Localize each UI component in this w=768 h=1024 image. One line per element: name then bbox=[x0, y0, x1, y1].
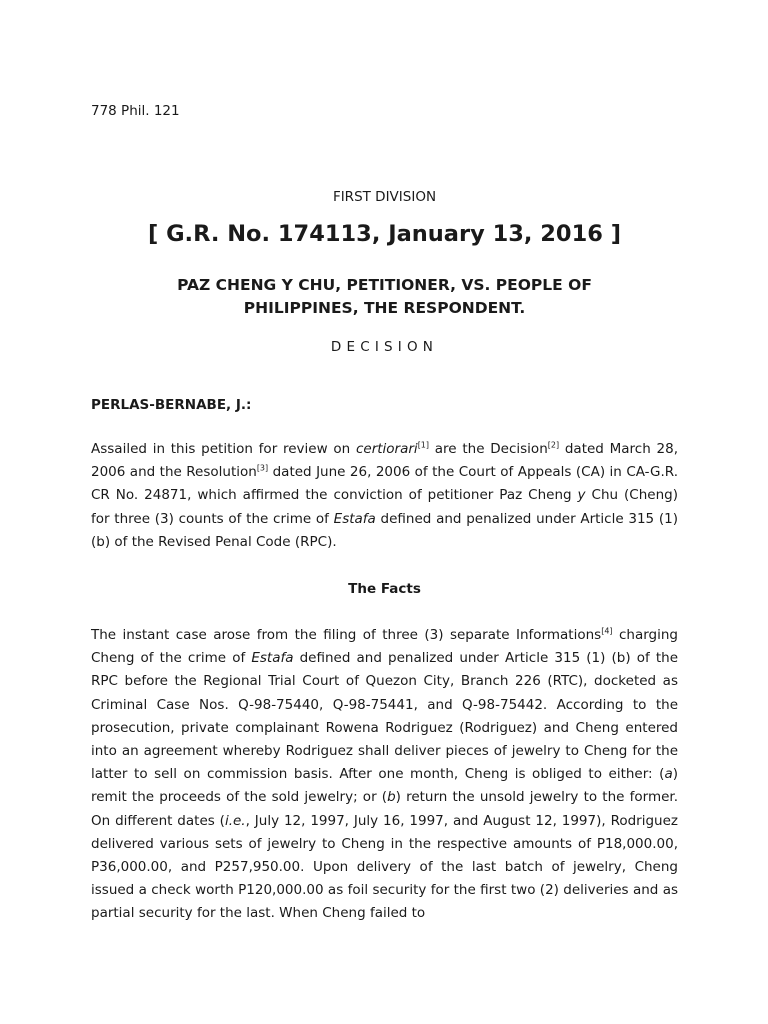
footnote-link-4[interactable]: [4] bbox=[601, 626, 613, 636]
division-label: FIRST DIVISION bbox=[332, 189, 437, 205]
italic-term: b bbox=[387, 789, 396, 806]
text: defined and penalized under Article 315 (1) (b) of the Revised Penal Code (RPC). bbox=[91, 510, 678, 550]
italic-term: i.e. bbox=[224, 812, 246, 829]
italic-term: Estafa bbox=[333, 510, 376, 527]
text: ) return the unsold jewelry to the former. On different dates ( bbox=[91, 789, 679, 829]
text: The instant case arose from the filing of three (3) separate Informations bbox=[91, 627, 602, 643]
italic-term: certiorari bbox=[355, 441, 418, 457]
text: defined and penalized under Article 315 (1) (b) of the RPC before the Regional Trial Court of Quezon City, Branch 226 (RTC), docketed as Criminal Case Nos. Q-98-75440, Q-98-75441, and Q-98-75442. According to the prosecution, private complainant Rowena Rodriguez (Rodriguez) and Cheng entered into an agreement whereby Rodriguez shall deliver pieces of jewelry to Cheng for the latter to sell on commission basis. After one month, Cheng is obliged to either: ( bbox=[91, 650, 679, 783]
footnote-link-2[interactable]: [2] bbox=[547, 440, 560, 450]
italic-term: y bbox=[577, 487, 586, 504]
text: Chu (Cheng) for three (3) counts of the crime of bbox=[91, 487, 678, 527]
text: , July 12, 1997, July 16, 1997, and August 12, 1997), Rodriguez delivered various sets of jewelry to Cheng in the respective amounts of P18,000.00, P36,000.00, and P257,950.00. Upon delivery of the last batch of jewelry, Cheng issued a check worth P120,000.00 as foil security for the first two (2) deliveries and as partial security for the last. When Cheng failed to bbox=[91, 812, 678, 922]
footnote-link-3[interactable]: [3] bbox=[256, 463, 269, 473]
paragraph-1 bbox=[91, 438, 678, 554]
ponente: PERLAS-BERNABE, J.: bbox=[91, 397, 252, 413]
text: Assailed in this petition for review on bbox=[91, 441, 356, 457]
section-heading-facts: The Facts bbox=[348, 581, 421, 597]
case-parties bbox=[91, 274, 678, 320]
decision-label: DECISION bbox=[330, 339, 439, 355]
parties-line-1: PAZ CHENG Y CHU, PETITIONER, VS. PEOPLE OF bbox=[177, 276, 592, 294]
text: dated June 26, 2006 of the Court of Appeals (CA) in CA-G.R. CR No. 24871, which affirmed the conviction of petitioner Paz Cheng bbox=[91, 464, 678, 504]
case-number-title: [ G.R. No. 174113, January 13, 2016 ] bbox=[147, 221, 622, 247]
paragraph-2 bbox=[91, 624, 678, 926]
text: charging Cheng of the crime of bbox=[91, 627, 678, 667]
text: ) remit the proceeds of the sold jewelry; or ( bbox=[91, 766, 678, 806]
italic-term: Estafa bbox=[251, 650, 294, 667]
text: are the Decision bbox=[429, 441, 548, 457]
italic-term: a bbox=[664, 766, 673, 783]
footnote-link-1[interactable]: [1] bbox=[417, 440, 430, 450]
phil-citation: 778 Phil. 121 bbox=[91, 103, 180, 119]
text: dated March 28, 2006 and the Resolution bbox=[91, 441, 679, 481]
parties-line-2: PHILIPPINES, THE RESPONDENT. bbox=[243, 299, 526, 317]
